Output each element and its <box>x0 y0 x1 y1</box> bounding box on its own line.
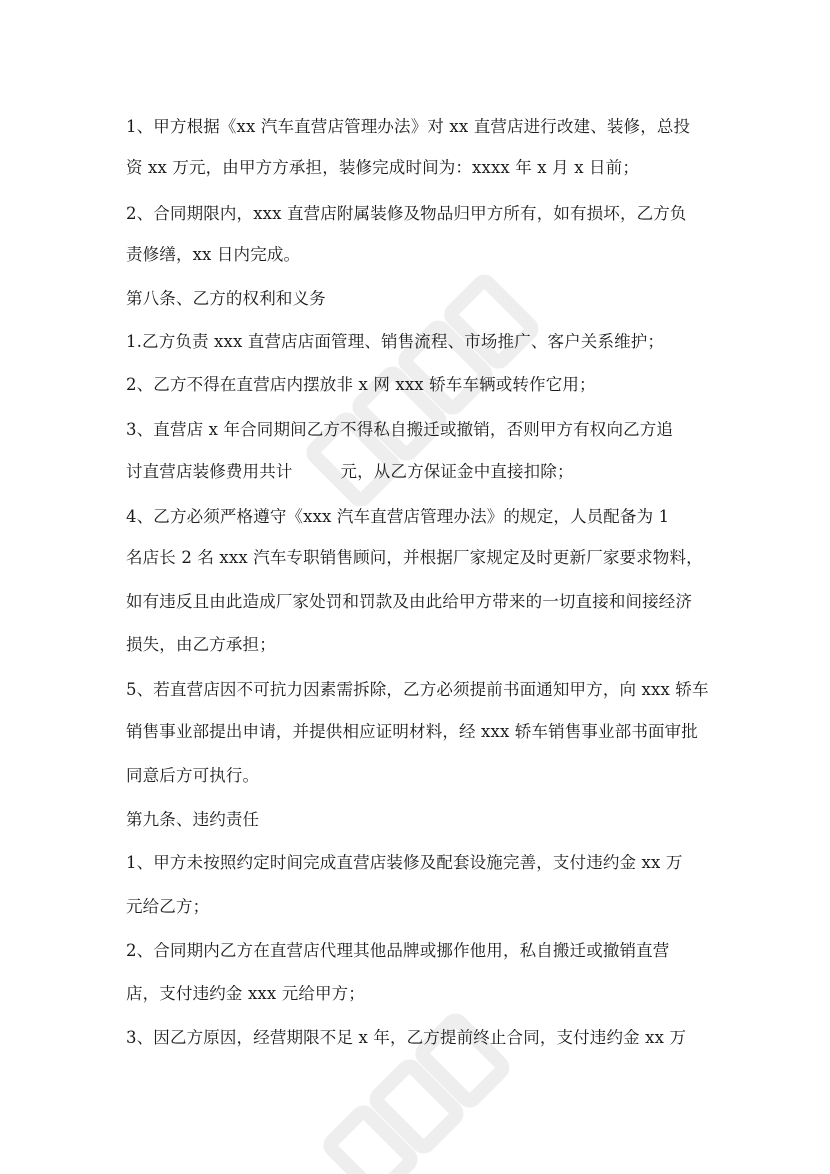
text-line: 如有违反且由此造成厂家处罚和罚款及由此给甲方带来的一切直接和间接经济 <box>126 592 693 611</box>
text-line: 4、乙方必须严格遵守《xxx 汽车直营店管理办法》的规定，人员配备为 1 <box>126 507 670 526</box>
text-line: 1、甲方根据《xx 汽车直营店管理办法》对 xx 直营店进行改建、装修，总投 <box>126 117 691 136</box>
text-segment: 讨直营店装修费用共计 <box>126 462 293 481</box>
section-heading: 第九条、违约责任 <box>126 810 260 829</box>
section-heading: 第八条、乙方的权利和义务 <box>126 289 326 308</box>
text-line: 元给乙方； <box>126 897 210 916</box>
text-line: 2、合同期限内，xxx 直营店附属装修及物品归甲方所有，如有损坏，乙方负 <box>126 204 687 223</box>
text-line: 责修缮，xx 日内完成。 <box>126 245 301 264</box>
text-line: 名店长 2 名 xxx 汽车专职销售顾问，并根据厂家规定及时更新厂家要求物料， <box>126 548 703 567</box>
text-line: 店，支付违约金 xxx 元给甲方； <box>126 984 365 1003</box>
text-line <box>126 462 574 482</box>
text-segment: 元，从乙方保证金中直接扣除； <box>340 462 574 481</box>
text-line: 同意后方可执行。 <box>126 766 260 785</box>
text-line: 3、直营店 x 年合同期间乙方不得私自搬迁或撤销，否则甲方有权向乙方追 <box>126 420 674 439</box>
text-line: 销售事业部提出申请，并提供相应证明材料，经 xxx 轿车销售事业部书面审批 <box>126 722 698 741</box>
text-line: 1.乙方负责 xxx 直营店店面管理、销售流程、市场推广、客户关系维护； <box>126 332 665 351</box>
text-line: 2、乙方不得在直营店内摆放非 x 网 xxx 轿车车辆或转作它用； <box>126 375 596 394</box>
text-line: 损失，由乙方承担； <box>126 635 276 654</box>
text-line: 5、若直营店因不可抗力因素需拆除，乙方必须提前书面通知甲方，向 xxx 轿车 <box>126 680 709 699</box>
text-line: 资 xx 万元，由甲方方承担，装修完成时间为：xxxx 年 x 月 x 日前； <box>126 158 640 177</box>
text-line: 2、合同期内乙方在直营店代理其他品牌或挪作他用，私自搬迁或撤销直营 <box>126 941 670 960</box>
text-line: 1、甲方未按照约定时间完成直营店装修及配套设施完善，支付违约金 xx 万 <box>126 853 683 872</box>
text-line: 3、因乙方原因，经营期限不足 x 年，乙方提前终止合同，支付违约金 xx 万 <box>126 1028 687 1047</box>
